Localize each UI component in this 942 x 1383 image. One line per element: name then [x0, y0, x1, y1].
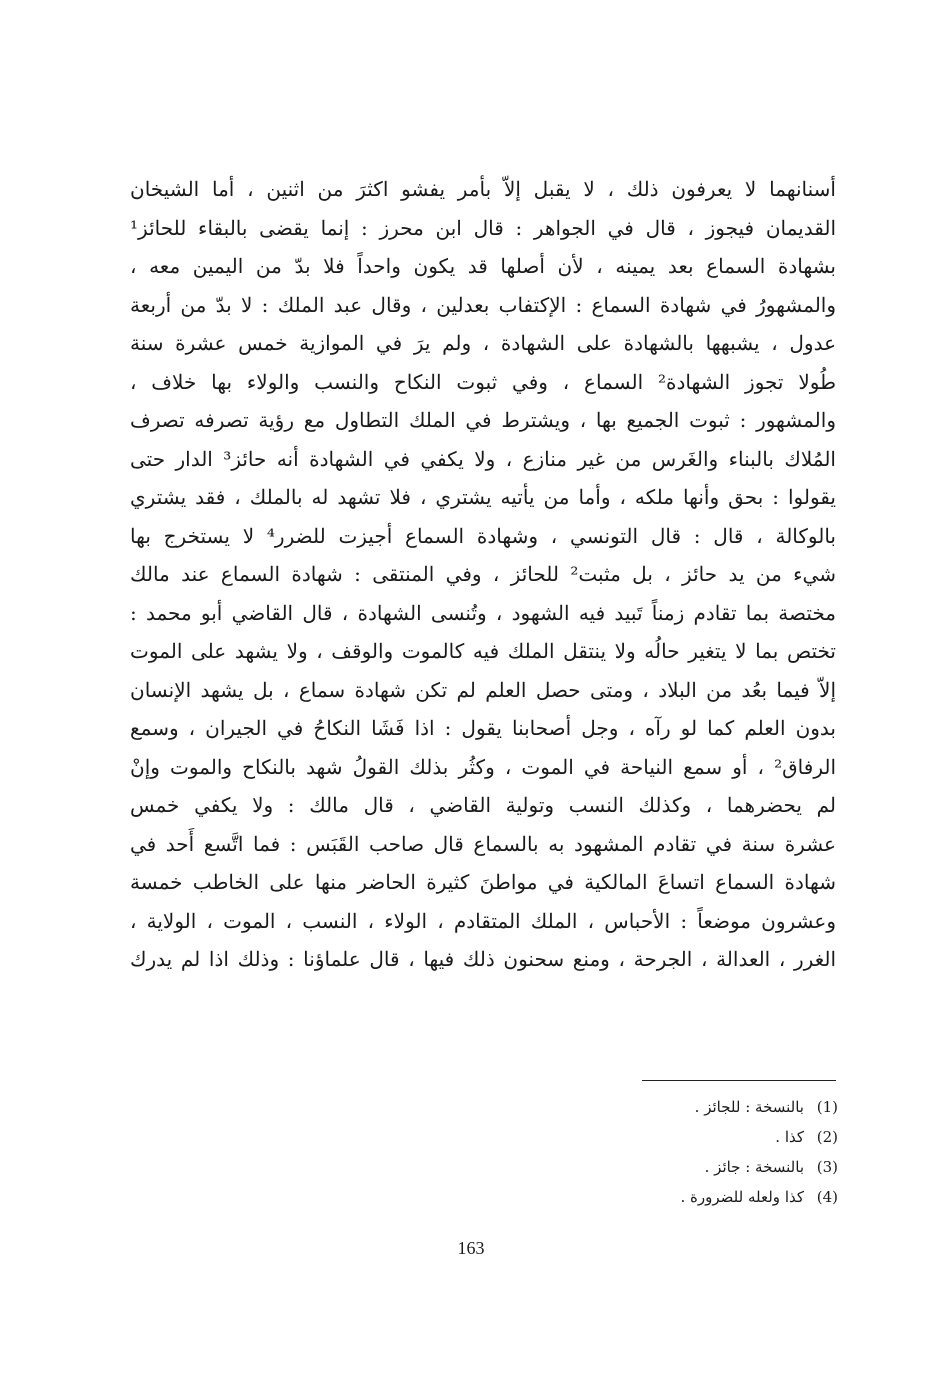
- footnote-item: [478, 1092, 838, 1122]
- footnote-number: (1): [816, 1098, 838, 1116]
- text-line: عشرة سنة في تقادم المشهود به بالسماع قال صاحب القَبَس : فما اتَّسع أَحد في: [130, 831, 836, 856]
- text-line: الغرر ، العدالة ، الجرحة ، ومنع سحنون ذلك فيها ، قال علماؤنا : وذلك اذا لم يدرك: [130, 947, 836, 971]
- text-line: شيء من يد حائز ، بل مثبت² للحائز ، وفي المنتقى : شهادة السماع عند مالك: [130, 562, 836, 586]
- text-line: المُلاك بالبناء والغَرس من غير منازع ، ولا يكفي في الشهادة أنه حائز³ الدار حتى: [130, 446, 836, 471]
- footnote-divider: [642, 1080, 836, 1081]
- footnote-text: كذا .: [775, 1128, 804, 1146]
- footnote-number: (3): [816, 1158, 838, 1176]
- text-line: وعشرون موضعاً : الأحباس ، الملك المتقادم ، الولاء ، النسب ، الموت ، الولاية ،: [130, 908, 836, 933]
- footnote-number: (2): [816, 1128, 838, 1146]
- text-line: تختص بما لا يتغير حالُه ولا ينتقل الملك فيه كالموت والوقف ، ولا يشهد على الموت: [130, 639, 836, 663]
- text-line: بالوكالة ، قال : قال التونسي ، وشهادة السماع أجيزت للضرر⁴ لا يستخرج بها: [130, 523, 836, 548]
- main-text-block: [130, 170, 836, 979]
- text-line: أسنانهما لا يعرفون ذلك ، لا يقبل إلاّ بأمر يفشو اكثرَ من اثنين ، أما الشيخان: [130, 177, 836, 201]
- footnote-text: بالنسخة : للجائز .: [694, 1098, 804, 1116]
- text-line: الرفاق² ، أو سمع النياحة في الموت ، وكثُر بذلك القولُ شهد بالنكاح والموت وإنْ: [130, 754, 836, 779]
- footnote-item: [478, 1122, 838, 1152]
- footnotes: [478, 1092, 838, 1212]
- text-line: بشهادة السماع بعد يمينه ، لأن أصلها قد يكون واحداً فلا بدّ من اليمين معه ،: [130, 254, 836, 278]
- text-line: عدول ، يشبهها بالشهادة على الشهادة ، ولم يرَ في الموازية خمس عشرة سنة: [130, 331, 836, 355]
- text-line: مختصة بما تقادم زمناً تَبيد فيه الشهود ، وتُنسى الشهادة ، قال القاضي أبو محمد :: [130, 600, 836, 625]
- footnote-text: بالنسخة : جائز .: [704, 1158, 804, 1176]
- text-line: شهادة السماع اتساعَ المالكية في مواطنَ كثيرة الحاضر منها على الخاطب خمسة: [130, 870, 836, 894]
- text-line: لم يحضرهما ، وكذلك النسب وتولية القاضي ، قال مالك : ولا يكفي خمس: [130, 793, 836, 817]
- text-line: يقولوا : بحق وأنها ملكه ، وأما من يأتيه يشتري ، فلا تشهد له بالملك ، فقد يشتري: [130, 485, 836, 509]
- text-line: والمشهور : ثبوت الجميع بها ، ويشترط في الملك التطاول مع رؤية تصرفه تصرف: [130, 408, 836, 432]
- text-line: القديمان فيجوز ، قال في الجواهر : قال ابن محرز : إنما يقضى بالبقاء للحائز¹: [130, 215, 836, 240]
- footnote-text: كذا ولعله للضرورة .: [680, 1188, 804, 1206]
- text-line: والمشهورُ في شهادة السماع : الإكتفاب بعدلين ، وقال عبد الملك : لا بدّ من أربعة: [130, 292, 836, 317]
- page-number: 163: [457, 1238, 485, 1258]
- text-line: طُولا تجوز الشهادة² السماع ، وفي ثبوت النكاح والنسب والولاء بها خلاف ،: [130, 369, 836, 394]
- footnote-item: [478, 1182, 838, 1212]
- footnote-number: (4): [816, 1188, 838, 1206]
- text-line: إلاّ فيما بعُد من البلاد ، ومتى حصل العلم لم تكن شهادة سماع ، بل يشهد الإنسان: [130, 677, 836, 702]
- text-line: بدون العلم كما لو رآه ، وجل أصحابنا يقول : اذا فَشَا النكاحُ في الجيران ، وسمع: [130, 716, 836, 740]
- footnote-item: [478, 1152, 838, 1182]
